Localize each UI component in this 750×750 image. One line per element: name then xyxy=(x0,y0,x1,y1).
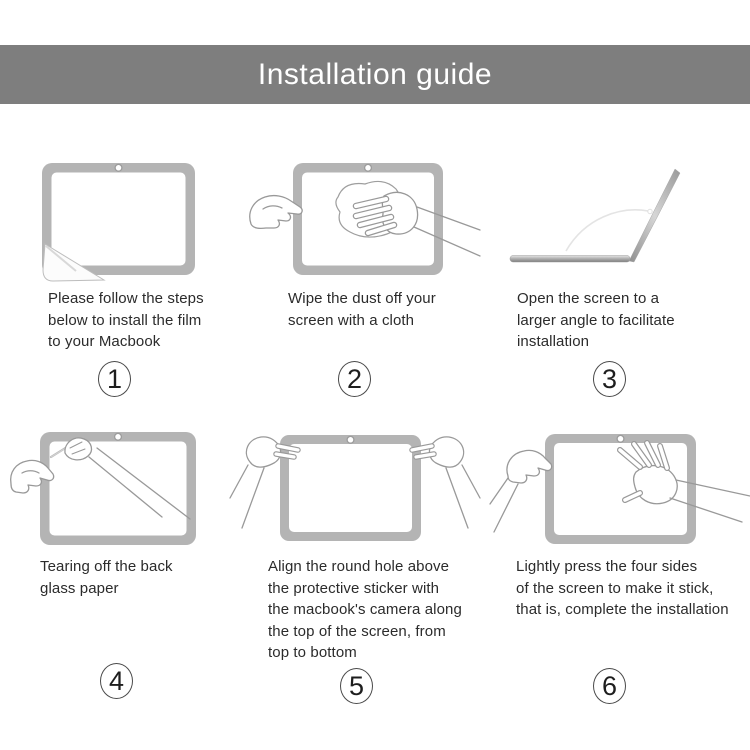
step-3-cell xyxy=(490,150,740,400)
caption-line: of the screen to make it stick, xyxy=(516,579,714,597)
illustration-step-6 hands-pressing-screen-sides xyxy=(490,420,750,555)
laptop-side-view xyxy=(510,169,680,262)
left-hand-holding-edge xyxy=(490,450,552,532)
caption-line: top to bottom xyxy=(268,644,357,661)
step-6-cell xyxy=(490,420,750,710)
page-title: Installation guide xyxy=(257,57,493,91)
caption-line: the macbook's camera along xyxy=(268,601,462,618)
step-4-number-badge: 4 xyxy=(100,663,133,699)
illustration-step-5 two-hands-aligning-film xyxy=(230,420,480,555)
right-hand-at-top-corner xyxy=(412,437,480,528)
caption-line: that is, complete the installation xyxy=(516,601,729,618)
camera-hole-icon xyxy=(617,435,624,442)
step-6-number-badge: 6 xyxy=(593,668,626,704)
step-2-caption xyxy=(288,288,436,331)
step-5-caption xyxy=(268,556,462,664)
caption-line: Align the round hole above xyxy=(268,558,450,575)
step-5-number-badge: 5 xyxy=(340,668,373,704)
camera-hole-icon xyxy=(365,164,372,171)
step-1-number-badge: 1 xyxy=(98,361,131,397)
caption-line: the top of the screen, from xyxy=(268,622,446,640)
caption-line: Lightly press the four sides xyxy=(516,558,698,575)
step-6-caption xyxy=(516,556,729,621)
step-3-caption xyxy=(517,288,675,353)
caption-line: Please follow the steps xyxy=(48,290,204,307)
illustration-step-1 screen-film-corner-peeling xyxy=(20,150,250,285)
step-2-number-badge: 2 xyxy=(338,361,371,397)
caption-line: installation xyxy=(517,333,590,350)
caption-line: Tearing off the back xyxy=(40,558,173,575)
illustration-step-3 laptop-opened-wide-angle xyxy=(490,150,740,285)
screen-frame xyxy=(280,435,421,541)
step-4-cell xyxy=(10,420,245,710)
caption-line: Open the screen to a xyxy=(517,290,660,307)
caption-line: Wipe the dust off your xyxy=(288,290,436,307)
illustration-step-4 hands-tearing-back-paper xyxy=(10,420,245,555)
laptop-base xyxy=(510,256,630,263)
caption-line: below to install the film xyxy=(48,311,202,329)
arm-lines xyxy=(446,465,480,528)
step-1-caption xyxy=(48,288,204,353)
step-1-cell xyxy=(20,150,250,400)
caption-line: larger angle to facilitate xyxy=(517,311,675,329)
caption-line: to your Macbook xyxy=(48,333,161,350)
camera-hole-icon xyxy=(115,164,122,171)
illustration-step-2 hand-wiping-screen-with-cloth xyxy=(245,150,480,285)
step-2-cell xyxy=(245,150,480,400)
caption-line: glass paper xyxy=(40,579,119,597)
laptop-screen xyxy=(629,169,680,262)
camera-hole-icon xyxy=(347,436,354,443)
camera-hole-icon xyxy=(115,433,122,440)
arm-lines xyxy=(490,478,518,532)
caption-line: screen with a cloth xyxy=(288,311,415,329)
caption-line: the protective sticker with xyxy=(268,579,440,597)
step-4-caption xyxy=(40,556,173,599)
arm-lines xyxy=(230,465,264,528)
step-3-number-badge: 3 xyxy=(593,361,626,397)
title-banner xyxy=(0,45,750,104)
step-5-cell xyxy=(230,420,480,710)
